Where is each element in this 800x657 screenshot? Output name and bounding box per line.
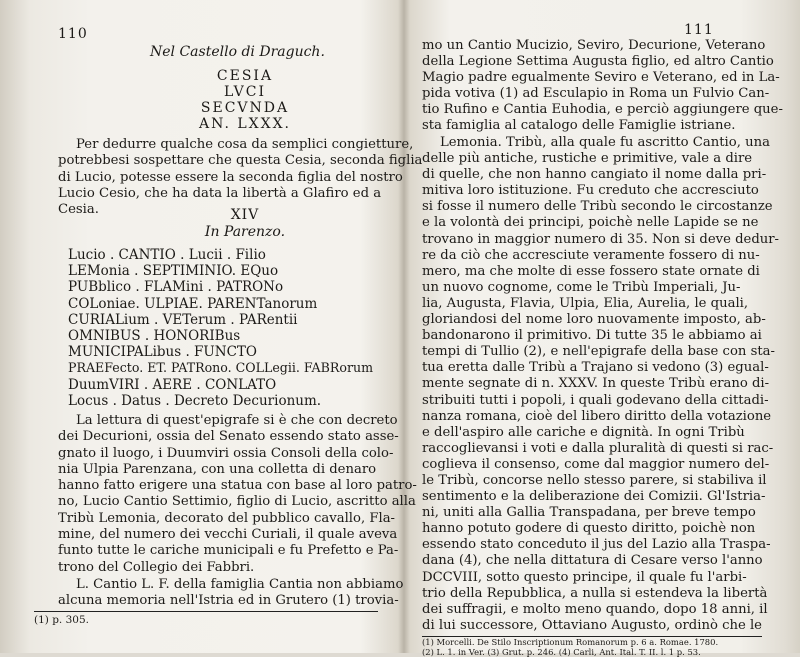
text-line: re da ciò che accresciute veramente fossero di nu- <box>422 248 757 264</box>
heading-line: LVCI <box>150 84 340 100</box>
text-line: bandonarono il primitivo. Di tutte 35 le abbiamo ai <box>422 328 757 344</box>
inscription-text <box>68 247 373 409</box>
text-line: mine, del numero dei vecchi Curiali, il quale aveva <box>58 527 364 543</box>
section-number: XIV <box>150 207 340 223</box>
text-line: no, Lucio Cantio Settimio, figlio di Lucio, ascritto alla <box>58 494 364 510</box>
text-line: dana (4), che nella dittatura di Cesare verso l'anno <box>422 553 757 569</box>
footnote-rule <box>34 611 378 612</box>
text-line: Lemonia. Tribù, alla quale fu ascritto Cantio, una <box>422 135 757 151</box>
text-line: funto tutte le cariche municipali e fu Prefetto e Pa- <box>58 543 364 559</box>
text-line: mente segnate di n. XXXV. In queste Tribù erano di- <box>422 376 757 392</box>
text-line: si fosse il numero delle Tribù secondo le circostanze <box>422 199 757 215</box>
text-line: tio Rufino e Cantia Euhodia, e perciò aggiungere que- <box>422 102 757 118</box>
inscription-heading <box>150 68 340 132</box>
text-line: gnato il luogo, i Duumviri ossia Consoli della colo- <box>58 446 364 462</box>
text-line: Magio padre egualmente Seviro e Veterano, ed in La- <box>422 70 757 86</box>
text-line: coglieva il consenso, come dal maggior numero del- <box>422 457 757 473</box>
footnote: (1) p. 305. <box>34 614 89 627</box>
left-page <box>0 0 400 653</box>
text-line: tempi di Tullio (2), e nell'epigrafe della base con sta- <box>422 344 757 360</box>
text-line: di lui successore, Ottaviano Augusto, ordinò che le <box>422 618 757 634</box>
footnotes <box>422 638 718 657</box>
inscription-line: PUBblico . FLAMini . PATRONo <box>68 279 373 295</box>
heading-line: AN. LXXX. <box>150 116 340 132</box>
text-line: mero, ma che molte di esse fossero state ornate di <box>422 264 757 280</box>
footnote: (1) Morcelli. De Stilo Inscriptionum Romanorum p. 6 a. Romae. 1780. <box>422 638 718 648</box>
text-line: ni, uniti alla Gallia Transpadana, per breve tempo <box>422 505 757 521</box>
inscription-line: CURIALium . VETerum . PARentii <box>68 312 373 328</box>
paragraph <box>422 135 757 634</box>
text-line: L. Cantio L. F. della famiglia Cantia non abbiamo <box>58 577 364 593</box>
inscription-line: PRAEFecto. ET. PATRono. COLLegii. FABRorum <box>68 360 373 376</box>
paragraph <box>58 577 364 610</box>
section-place: In Parenzo. <box>150 224 340 240</box>
heading-line: CESIA <box>150 68 340 84</box>
text-line: stribuiti tutti i popoli, i quali godevano della cittadi- <box>422 393 757 409</box>
text-line: le Tribù, concorse nello stesso parere, si stabiliva il <box>422 473 757 489</box>
text-line: delle più antiche, rustiche e primitive, vale a dire <box>422 151 757 167</box>
page-number: 110 <box>58 26 88 42</box>
heading-line: SECVNDA <box>150 100 340 116</box>
inscription-line: MUNICIPALibus . FUNCTO <box>68 344 373 360</box>
text-line: essendo stato conceduto il jus del Lazio alla Traspa- <box>422 537 757 553</box>
text-line: e la volontà dei principi, poichè nelle Lapide se ne <box>422 215 757 231</box>
text-line: raccoglievansi i voti e dalla pluralità di questi si rac- <box>422 441 757 457</box>
inscription-line: Lucio . CANTIO . Lucii . Filio <box>68 247 373 263</box>
text-line: Tribù Lemonia, decorato del pubblico cavallo, Fla- <box>58 511 364 527</box>
text-line: DCCVIII, sotto questo principe, il quale fu l'arbi- <box>422 570 757 586</box>
text-line: hanno fatto erigere una statua con base al loro patro- <box>58 478 364 494</box>
inscription-line: COLoniae. ULPIAE. PARENTanorum <box>68 296 373 312</box>
inscription-line: OMNIBUS . HONORIBus <box>68 328 373 344</box>
text-line: lia, Augusta, Flavia, Ulpia, Elia, Aurelia, le quali, <box>422 296 757 312</box>
inscription-line: Locus . Datus . Decreto Decurionum. <box>68 393 373 409</box>
text-line: e dell'aspiro alle cariche e dignità. In ogni Tribù <box>422 425 757 441</box>
paragraph <box>422 38 757 135</box>
text-line: La lettura di quest'epigrafe si è che con decreto <box>58 413 364 429</box>
text-line: un nuovo cognome, come le Tribù Imperiali, Ju- <box>422 280 757 296</box>
text-line: sta famiglia al catalogo delle Famiglie istriane. <box>422 118 757 134</box>
text-line: trovano in maggior numero di 35. Non si deve dedur- <box>422 232 757 248</box>
footnote: (2) L. 1. in Ver. (3) Grut. p. 246. (4) Carli, Ant. Ital. T. II. l. 1 p. 53. <box>422 648 718 657</box>
text-line: mo un Cantio Mucizio, Seviro, Decurione, Veterano <box>422 38 757 54</box>
text-line: alcuna memoria nell'Istria ed in Grutero (1) trovia- <box>58 593 364 609</box>
text-line: sentimento e la deliberazione dei Comizii. Gl'Istria- <box>422 489 757 505</box>
text-line: dei Decurioni, ossia del Senato essendo stato asse- <box>58 429 364 445</box>
text-line: Lucio Cesio, che ha data la libertà a Glafiro ed a <box>58 186 364 202</box>
text-line: nia Ulpia Parenzana, con una colletta di denaro <box>58 462 364 478</box>
text-line: della Legione Settima Augusta figlio, ed altro Cantio <box>422 54 757 70</box>
text-line: potrebbesi sospettare che questa Cesia, seconda figlia <box>58 153 364 169</box>
text-line: tua eretta dalle Tribù a Trajano si vedono (3) egual- <box>422 360 757 376</box>
text-line: di Lucio, potesse essere la seconda figlia del nostro <box>58 170 364 186</box>
text-line: mitiva loro istituzione. Fu creduto che accresciuto <box>422 183 757 199</box>
inscription-line: DuumVIRI . AERE . CONLATO <box>68 377 373 393</box>
text-line: di quelle, che non hanno cangiato il nome dalla pri- <box>422 167 757 183</box>
paragraph <box>58 413 364 576</box>
page-number: 111 <box>684 22 714 38</box>
text-line: Cesia. <box>58 202 364 218</box>
text-line: gloriandosi del nome loro nuovamente imposto, ab- <box>422 312 757 328</box>
text-line: nanza romana, cioè del libero diritto della votazione <box>422 409 757 425</box>
text-line: pida votiva (1) ad Esculapio in Roma un Fulvio Can- <box>422 86 757 102</box>
text-line: trio della Repubblica, a nulla si estendeva la libertà <box>422 586 757 602</box>
text-line: trono del Collegio dei Fabbri. <box>58 560 364 576</box>
running-head: Nel Castello di Draguch. <box>150 44 325 60</box>
text-line: hanno potuto godere di questo diritto, poichè non <box>422 521 757 537</box>
text-line: Per dedurre qualche cosa da semplici congietture, <box>58 137 364 153</box>
inscription-line: LEMonia . SEPTIMINIO. EQuo <box>68 263 373 279</box>
text-line: dei suffragii, e molto meno quando, dopo 18 anni, il <box>422 602 757 618</box>
right-page <box>404 0 800 653</box>
